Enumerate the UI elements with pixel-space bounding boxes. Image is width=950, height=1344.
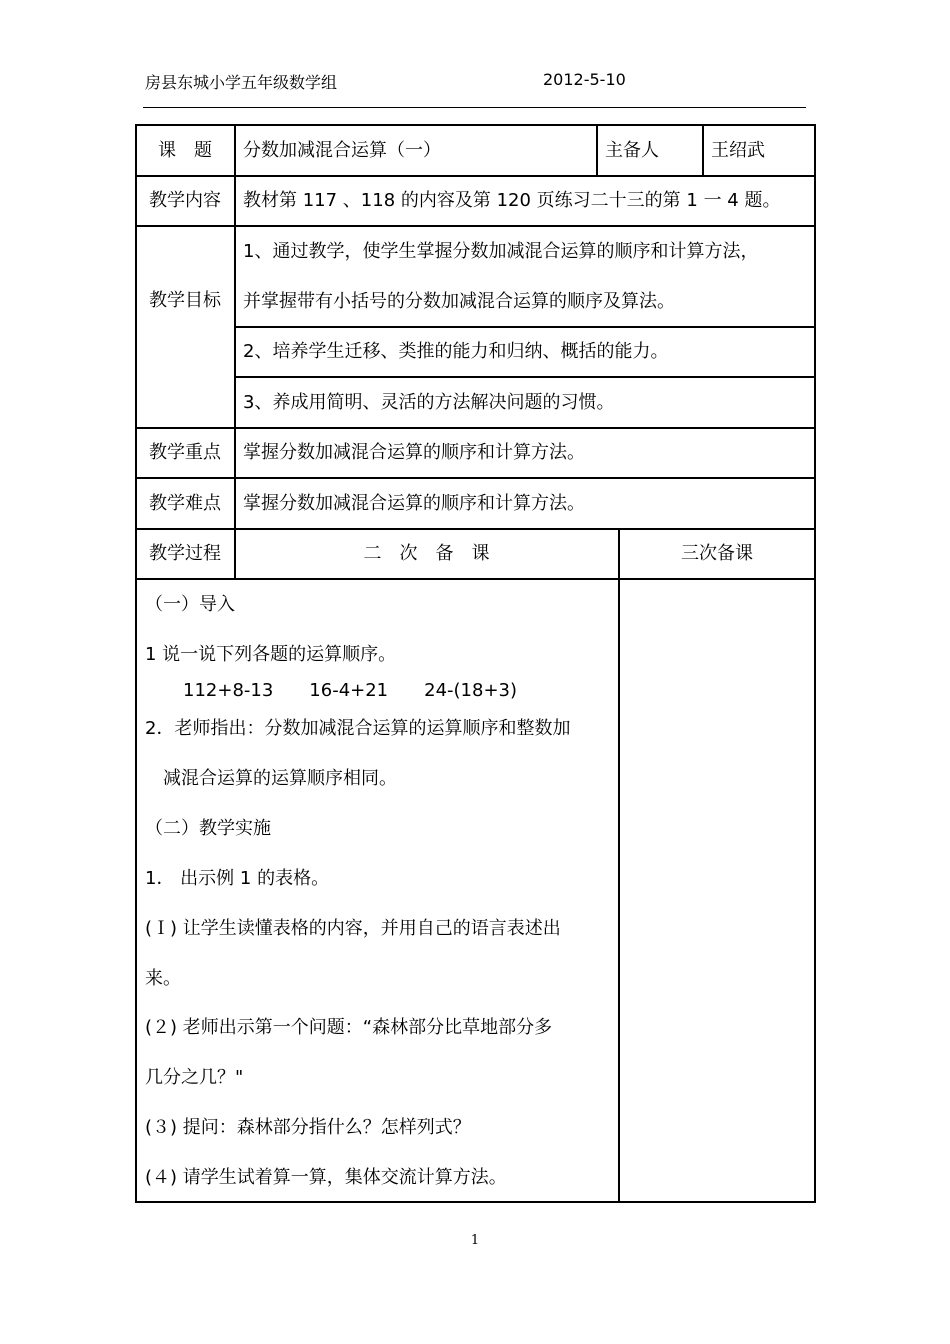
impl-item-1-line-2: 来。 (145, 968, 181, 989)
topic-label: 课 题 (158, 140, 212, 161)
goal-3: 3、养成用简明、灵活的方法解决问题的习惯。 (243, 392, 615, 413)
header-rule (143, 107, 806, 108)
difficulty-label: 教学难点 (149, 493, 221, 514)
goal-1-line-1: 1、通过教学，使学生掌握分数加减混合运算的顺序和计算方法， (243, 241, 759, 262)
impl-item-3: (３) 提问：森林部分指什么？怎样列式？ (145, 1117, 471, 1138)
example-expressions: 112+8-13 16-4+21 24-(18+3) (183, 680, 518, 701)
key-points-label: 教学重点 (149, 442, 221, 463)
school-group-header: 房县东城小学五年级数学组 (145, 73, 338, 92)
impl-item-4: (４) 请学生试着算一算，集体交流计算方法。 (145, 1167, 507, 1188)
impl-item-1-line-1: (Ｉ) 让学生读懂表格的内容，并用自己的语言表述出 (145, 918, 561, 939)
content-label: 教学内容 (149, 190, 221, 211)
implementation-heading: （二）教学实施 (145, 818, 271, 839)
goal-2: 2、培养学生迁移、类推的能力和归纳、概括的能力。 (243, 341, 669, 362)
topic-value: 分数加减混合运算（一） (243, 140, 441, 161)
third-preparation-header: 三次备课 (681, 543, 753, 564)
goals-label: 教学目标 (149, 290, 221, 311)
impl-step-1: 1． 出示例 1 的表格。 (145, 868, 330, 889)
page-number: 1 (470, 1233, 480, 1248)
preparer-value: 王绍武 (711, 140, 765, 161)
process-label: 教学过程 (149, 543, 221, 564)
step-2-line-2: 减混合运算的运算顺序相同。 (163, 768, 397, 789)
intro-heading: （一）导入 (145, 594, 235, 615)
difficulty-value: 掌握分数加减混合运算的顺序和计算方法。 (243, 493, 585, 514)
impl-item-2-line-1: (２) 老师出示第一个问题：“森林部分比草地部分多 (145, 1017, 553, 1038)
impl-item-2-line-2: 几分之几？" (145, 1067, 244, 1088)
goal-1-line-2: 并掌握带有小括号的分数加减混合运算的顺序及算法。 (243, 291, 675, 312)
step-2-line-1: 2．老师指出：分数加减混合运算的运算顺序和整数加 (145, 718, 571, 739)
key-points-value: 掌握分数加减混合运算的顺序和计算方法。 (243, 442, 585, 463)
step-1-text: 1 说一说下列各题的运算顺序。 (145, 644, 397, 665)
preparer-label: 主备人 (605, 140, 659, 161)
content-value: 教材第 117 、118 的内容及第 120 页练习二十三的第 1 一 4 题。 (243, 190, 781, 211)
second-preparation-header: 二 次 备 课 (363, 543, 490, 564)
header-date: 2012-5-10 (543, 70, 626, 89)
